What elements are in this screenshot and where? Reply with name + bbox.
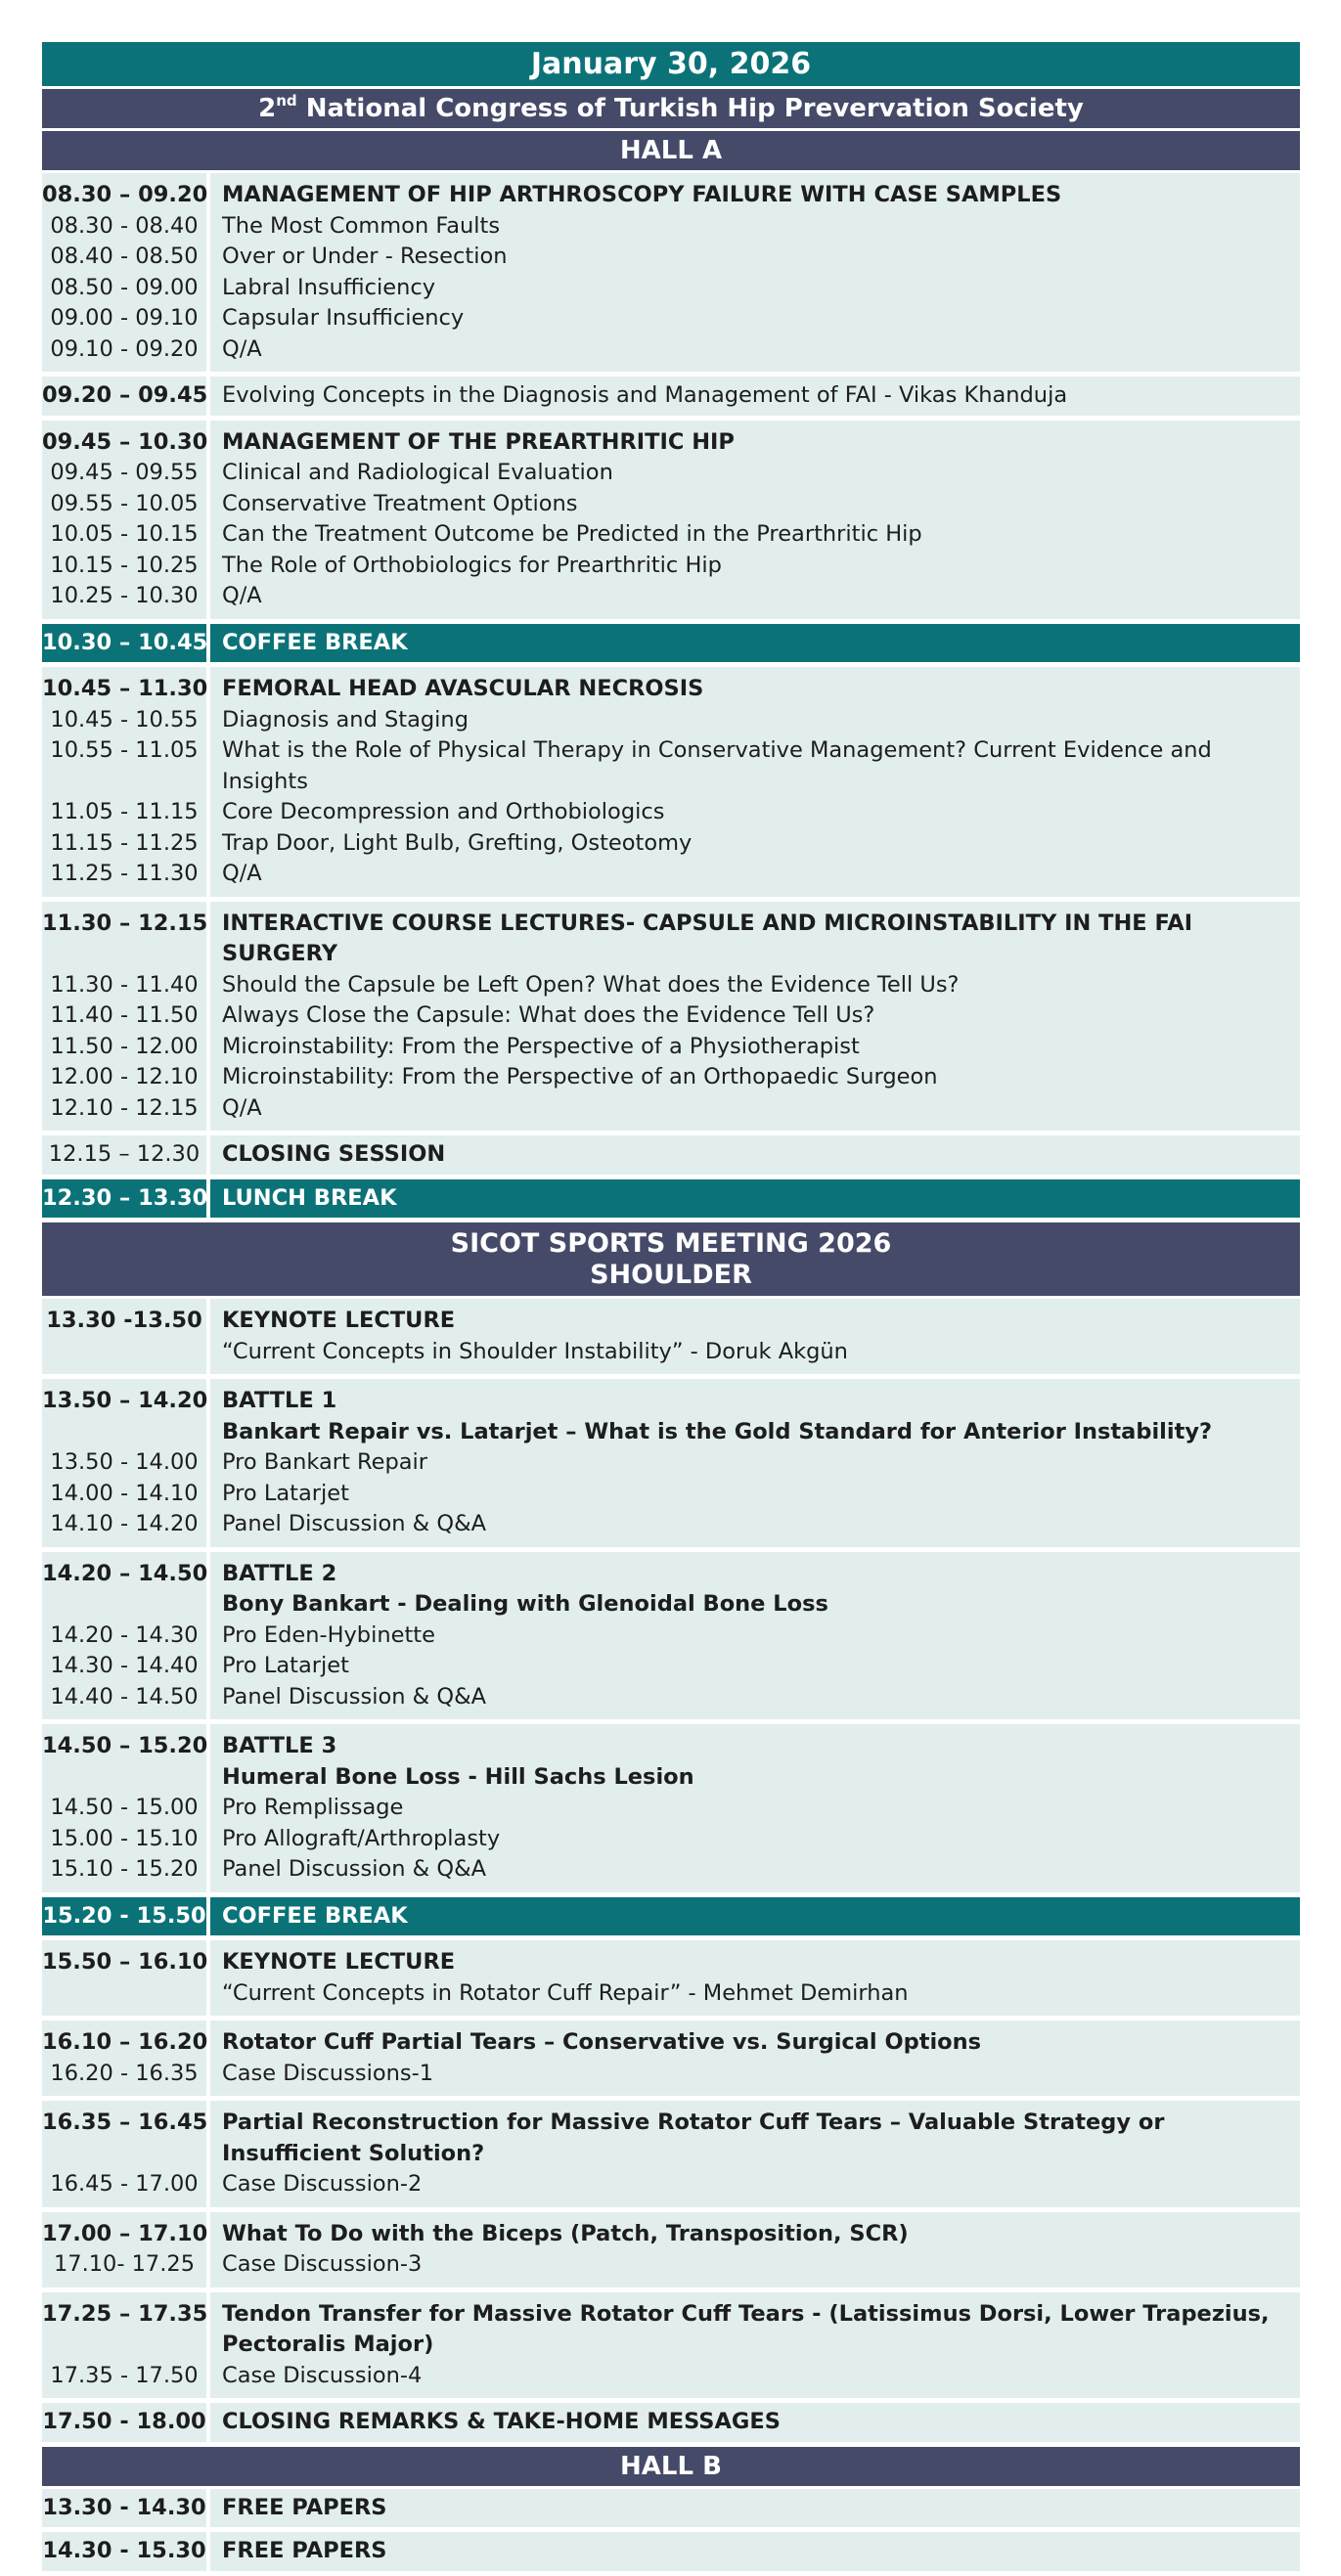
session-title: INTERACTIVE COURSE LECTURES- CAPSULE AND MICROINSTABILITY IN THE FAI SURGERY (222, 910, 1193, 966)
content-column (210, 902, 1300, 1132)
item-time: 09.45 - 09.55 (50, 460, 199, 485)
item-time: 14.50 - 15.00 (50, 1795, 199, 1820)
content-column (210, 2403, 1300, 2442)
session-title: Rotator Cuff Partial Tears – Conservative vs. Surgical Options (222, 2029, 982, 2055)
item-text: What is the Role of Physical Therapy in Conservative Management? Current Evidence and Insights (222, 737, 1212, 794)
time-column (42, 1552, 206, 1720)
item-text: Q/A (222, 1094, 262, 1121)
content-column (210, 2292, 1300, 2399)
item-text: Pro Allograft/Arthroplasty (222, 1825, 501, 1851)
break-time: 12.30 – 13.30 (42, 1184, 208, 1211)
spacer (42, 1762, 206, 1794)
hall-b-schedule (42, 2489, 1300, 2571)
item-time: 11.40 - 11.50 (50, 1002, 199, 1028)
session-time: 17.50 - 18.00 (42, 2409, 206, 2434)
session-row (42, 667, 1300, 897)
content-column (210, 1897, 1300, 1936)
item-text: Diagnosis and Staging (222, 706, 469, 733)
hall-b-label: HALL B (620, 2451, 722, 2481)
item-text: Panel Discussion & Q&A (222, 1683, 486, 1710)
session-title: CLOSING SESSION (222, 1141, 446, 1167)
item-text: Pro Eden-Hybinette (222, 1621, 435, 1648)
item-time: 08.50 - 09.00 (50, 274, 199, 300)
item-time: 09.00 - 09.10 (50, 305, 199, 331)
item-text: Case Discussion-2 (222, 2171, 423, 2197)
content-column (210, 1724, 1300, 1892)
time-column (42, 624, 206, 663)
time-column (42, 377, 206, 416)
item-text: Case Discussion-3 (222, 2251, 423, 2277)
spacer (42, 1978, 206, 2010)
time-column (42, 2489, 206, 2528)
item-text: Pro Remplissage (222, 1795, 404, 1820)
session-time: 17.25 – 17.35 (42, 2300, 208, 2327)
session-row (42, 2489, 1300, 2528)
sicot-header (42, 1222, 1300, 1296)
content-column (210, 421, 1300, 619)
item-text: The Role of Orthobiologics for Prearthritic Hip (222, 552, 722, 578)
item-time: 17.10- 17.25 (53, 2251, 196, 2277)
time-column (42, 2021, 206, 2096)
item-time: 14.40 - 14.50 (50, 1683, 199, 1710)
session-row (42, 2212, 1300, 2287)
item-time: 10.15 - 10.25 (50, 552, 199, 578)
item-time: 15.00 - 15.10 (50, 1825, 199, 1851)
content-column (210, 2101, 1300, 2207)
spacer (42, 1589, 206, 1621)
session-time: 13.30 - 14.30 (42, 2494, 206, 2520)
session-title: MANAGEMENT OF THE PREARTHRITIC HIP (222, 428, 735, 455)
item-text: Microinstability: From the Perspective of an Orthopaedic Surgeon (222, 1064, 938, 1089)
item-text: Pro Latarjet (222, 1480, 349, 1506)
content-column (210, 1940, 1300, 2016)
item-time: 10.05 - 10.15 (50, 521, 199, 547)
time-column (42, 667, 206, 897)
session-title: BATTLE 2 (222, 1560, 337, 1586)
break-row (42, 1897, 1300, 1936)
item-text: Can the Treatment Outcome be Predicted in the Prearthritic Hip (222, 521, 922, 547)
time-column (42, 2403, 206, 2442)
session-row (42, 421, 1300, 619)
item-time: 14.20 - 14.30 (50, 1621, 199, 1648)
session-time: 14.20 – 14.50 (42, 1560, 208, 1586)
session-row (42, 1299, 1300, 1374)
content-column (210, 2021, 1300, 2096)
item-text: Q/A (222, 861, 262, 886)
session-row (42, 377, 1300, 416)
hall-a-header (42, 131, 1300, 170)
item-text: Clinical and Radiological Evaluation (222, 460, 613, 485)
session-time: 09.45 – 10.30 (42, 428, 208, 455)
session-row (42, 173, 1300, 372)
item-text: Always Close the Capsule: What does the Evidence Tell Us? (222, 1002, 875, 1028)
time-column (42, 2212, 206, 2287)
session-title: FREE PAPERS (222, 2494, 387, 2520)
time-column (42, 1179, 206, 1219)
session-time: 16.10 – 16.20 (42, 2029, 208, 2055)
session-row (42, 2101, 1300, 2207)
content-column (210, 377, 1300, 416)
content-column (210, 2532, 1300, 2571)
item-time: 10.55 - 11.05 (50, 737, 199, 763)
item-text: Case Discussions-1 (222, 2060, 434, 2086)
session-time: 11.30 – 12.15 (42, 910, 208, 936)
break-row (42, 624, 1300, 663)
item-text: The Most Common Faults (222, 212, 501, 239)
session-time: 14.30 - 15.30 (42, 2538, 206, 2563)
congress-title: 2nd National Congress of Turkish Hip Prevervation Society (258, 92, 1084, 123)
content-column (210, 624, 1300, 663)
session-title: BATTLE 3 (222, 1733, 337, 1758)
content-column (210, 1379, 1300, 1547)
item-text: Q/A (222, 335, 262, 362)
session-text: Evolving Concepts in the Diagnosis and Management of FAI - Vikas Khanduja (222, 382, 1068, 408)
time-column (42, 1724, 206, 1892)
session-title: What To Do with the Biceps (Patch, Transposition, SCR) (222, 2220, 909, 2246)
item-time: 08.40 - 08.50 (50, 244, 199, 269)
item-time: 14.30 - 14.40 (50, 1653, 199, 1678)
session-time: 17.00 – 17.10 (42, 2220, 208, 2246)
item-time: 12.00 - 12.10 (50, 1064, 199, 1089)
content-column (210, 1179, 1300, 1219)
time-column (42, 173, 206, 372)
item-time: 14.10 - 14.20 (50, 1511, 199, 1536)
item-time: 11.25 - 11.30 (50, 861, 199, 886)
item-text: Case Discussion-4 (222, 2362, 423, 2388)
session-time: 13.50 – 14.20 (42, 1388, 208, 1413)
session-row (42, 2403, 1300, 2442)
item-text: Labral Insufficiency (222, 274, 436, 300)
item-text: Pro Latarjet (222, 1653, 349, 1678)
sicot-schedule (42, 1299, 1300, 2442)
item-time: 09.55 - 10.05 (50, 490, 199, 516)
hall-b-header (42, 2447, 1300, 2486)
break-time: 10.30 – 10.45 (42, 629, 208, 655)
break-label: COFFEE BREAK (222, 629, 408, 655)
session-title: KEYNOTE LECTURE (222, 1308, 456, 1333)
session-row (42, 2292, 1300, 2399)
item-time: 15.10 - 15.20 (50, 1856, 199, 1882)
date-header (42, 42, 1300, 86)
session-title: BATTLE 1 (222, 1388, 337, 1413)
item-time: 13.50 - 14.00 (50, 1449, 199, 1475)
content-column (210, 1135, 1300, 1175)
date-text: January 30, 2026 (530, 47, 812, 81)
time-column (42, 1897, 206, 1936)
item-text: Panel Discussion & Q&A (222, 1511, 486, 1536)
session-time: 14.50 – 15.20 (42, 1733, 208, 1758)
session-title: KEYNOTE LECTURE (222, 1949, 456, 1975)
hall-a-label: HALL A (619, 136, 723, 165)
session-row (42, 1940, 1300, 2016)
break-label: LUNCH BREAK (222, 1184, 397, 1211)
item-time: 16.20 - 16.35 (50, 2060, 199, 2086)
session-time: 16.35 – 16.45 (42, 2110, 208, 2135)
session-subtitle: Bankart Repair vs. Latarjet – What is the Gold Standard for Anterior Instability? (222, 1418, 1213, 1444)
session-time: 08.30 – 09.20 (42, 182, 208, 207)
item-time: 14.00 - 14.10 (50, 1480, 199, 1506)
time-column (42, 902, 206, 1132)
session-subtitle: Bony Bankart - Dealing with Glenoidal Bone Loss (222, 1591, 828, 1617)
session-row (42, 2532, 1300, 2571)
session-subtitle: Humeral Bone Loss - Hill Sachs Lesion (222, 1763, 694, 1790)
session-row (42, 1724, 1300, 1892)
sicot-subtitle: SHOULDER (590, 1259, 752, 1290)
session-subtitle: “Current Concepts in Rotator Cuff Repair” - Mehmet Demirhan (222, 1979, 909, 2006)
session-time: 12.15 – 12.30 (48, 1141, 201, 1167)
session-time: 09.20 – 09.45 (42, 382, 208, 408)
break-label: COFFEE BREAK (222, 1902, 408, 1929)
time-column (42, 1299, 206, 1374)
item-text: Over or Under - Resection (222, 244, 508, 269)
time-column (42, 421, 206, 619)
time-column (42, 1379, 206, 1547)
session-title: MANAGEMENT OF HIP ARTHROSCOPY FAILURE WITH CASE SAMPLES (222, 182, 1062, 207)
content-column (210, 2212, 1300, 2287)
program-sheet (42, 42, 1300, 2576)
spacer (42, 1337, 206, 1368)
session-title: FREE PAPERS (222, 2538, 387, 2563)
session-title: FEMORAL HEAD AVASCULAR NECROSIS (222, 676, 704, 701)
content-column (210, 667, 1300, 897)
hall-a-schedule (42, 173, 1300, 1218)
session-row (42, 902, 1300, 1132)
item-time: 11.30 - 11.40 (50, 971, 199, 998)
session-title: Partial Reconstruction for Massive Rotator Cuff Tears – Valuable Strategy or Insufficient Solution? (222, 2110, 1165, 2166)
item-time: 11.50 - 12.00 (50, 1033, 199, 1059)
session-title: CLOSING REMARKS & TAKE-HOME MESSAGES (222, 2409, 781, 2434)
item-text: Trap Door, Light Bulb, Grefting, Osteotomy (222, 829, 693, 856)
break-time: 15.20 - 15.50 (42, 1902, 206, 1929)
item-time: 11.05 - 11.15 (50, 799, 199, 824)
congress-header (42, 89, 1300, 128)
session-row (42, 1135, 1300, 1175)
time-column (42, 2292, 206, 2399)
item-time: 08.30 - 08.40 (50, 212, 199, 239)
item-time: 11.15 - 11.25 (50, 829, 199, 856)
item-text: Panel Discussion & Q&A (222, 1856, 486, 1882)
time-column (42, 1940, 206, 2016)
item-time: 10.25 - 10.30 (50, 583, 199, 608)
spacer (42, 1417, 206, 1448)
session-time: 15.50 – 16.10 (42, 1949, 208, 1975)
item-time: 09.10 - 09.20 (50, 335, 199, 362)
break-row (42, 1179, 1300, 1219)
content-column (210, 1552, 1300, 1720)
session-row (42, 1552, 1300, 1720)
session-row (42, 1379, 1300, 1547)
content-column (210, 2489, 1300, 2528)
item-time: 16.45 - 17.00 (50, 2171, 199, 2197)
content-column (210, 173, 1300, 372)
item-text: Pro Bankart Repair (222, 1449, 428, 1475)
item-text: Should the Capsule be Left Open? What does the Evidence Tell Us? (222, 971, 960, 998)
content-column (210, 1299, 1300, 1374)
time-column (42, 2101, 206, 2207)
item-time: 17.35 - 17.50 (50, 2362, 199, 2388)
item-text: Q/A (222, 583, 262, 608)
session-time: 13.30 -13.50 (46, 1308, 202, 1333)
item-time: 10.45 - 10.55 (50, 706, 199, 733)
session-title: Tendon Transfer for Massive Rotator Cuff Tears - (Latissimus Dorsi, Lower Trapezius, Pectoralis Major) (222, 2300, 1270, 2357)
session-subtitle: “Current Concepts in Shoulder Instability” - Doruk Akgün (222, 1338, 848, 1364)
item-text: Conservative Treatment Options (222, 490, 578, 516)
item-text: Core Decompression and Orthobiologics (222, 799, 665, 824)
session-time: 10.45 – 11.30 (42, 676, 208, 701)
item-text: Microinstability: From the Perspective of a Physiotherapist (222, 1033, 860, 1059)
time-column (42, 2532, 206, 2571)
item-text: Capsular Insufficiency (222, 305, 465, 331)
session-row (42, 2021, 1300, 2096)
time-column (42, 1135, 206, 1175)
sicot-title: SICOT SPORTS MEETING 2026 (450, 1227, 892, 1259)
item-time: 12.10 - 12.15 (50, 1094, 199, 1121)
